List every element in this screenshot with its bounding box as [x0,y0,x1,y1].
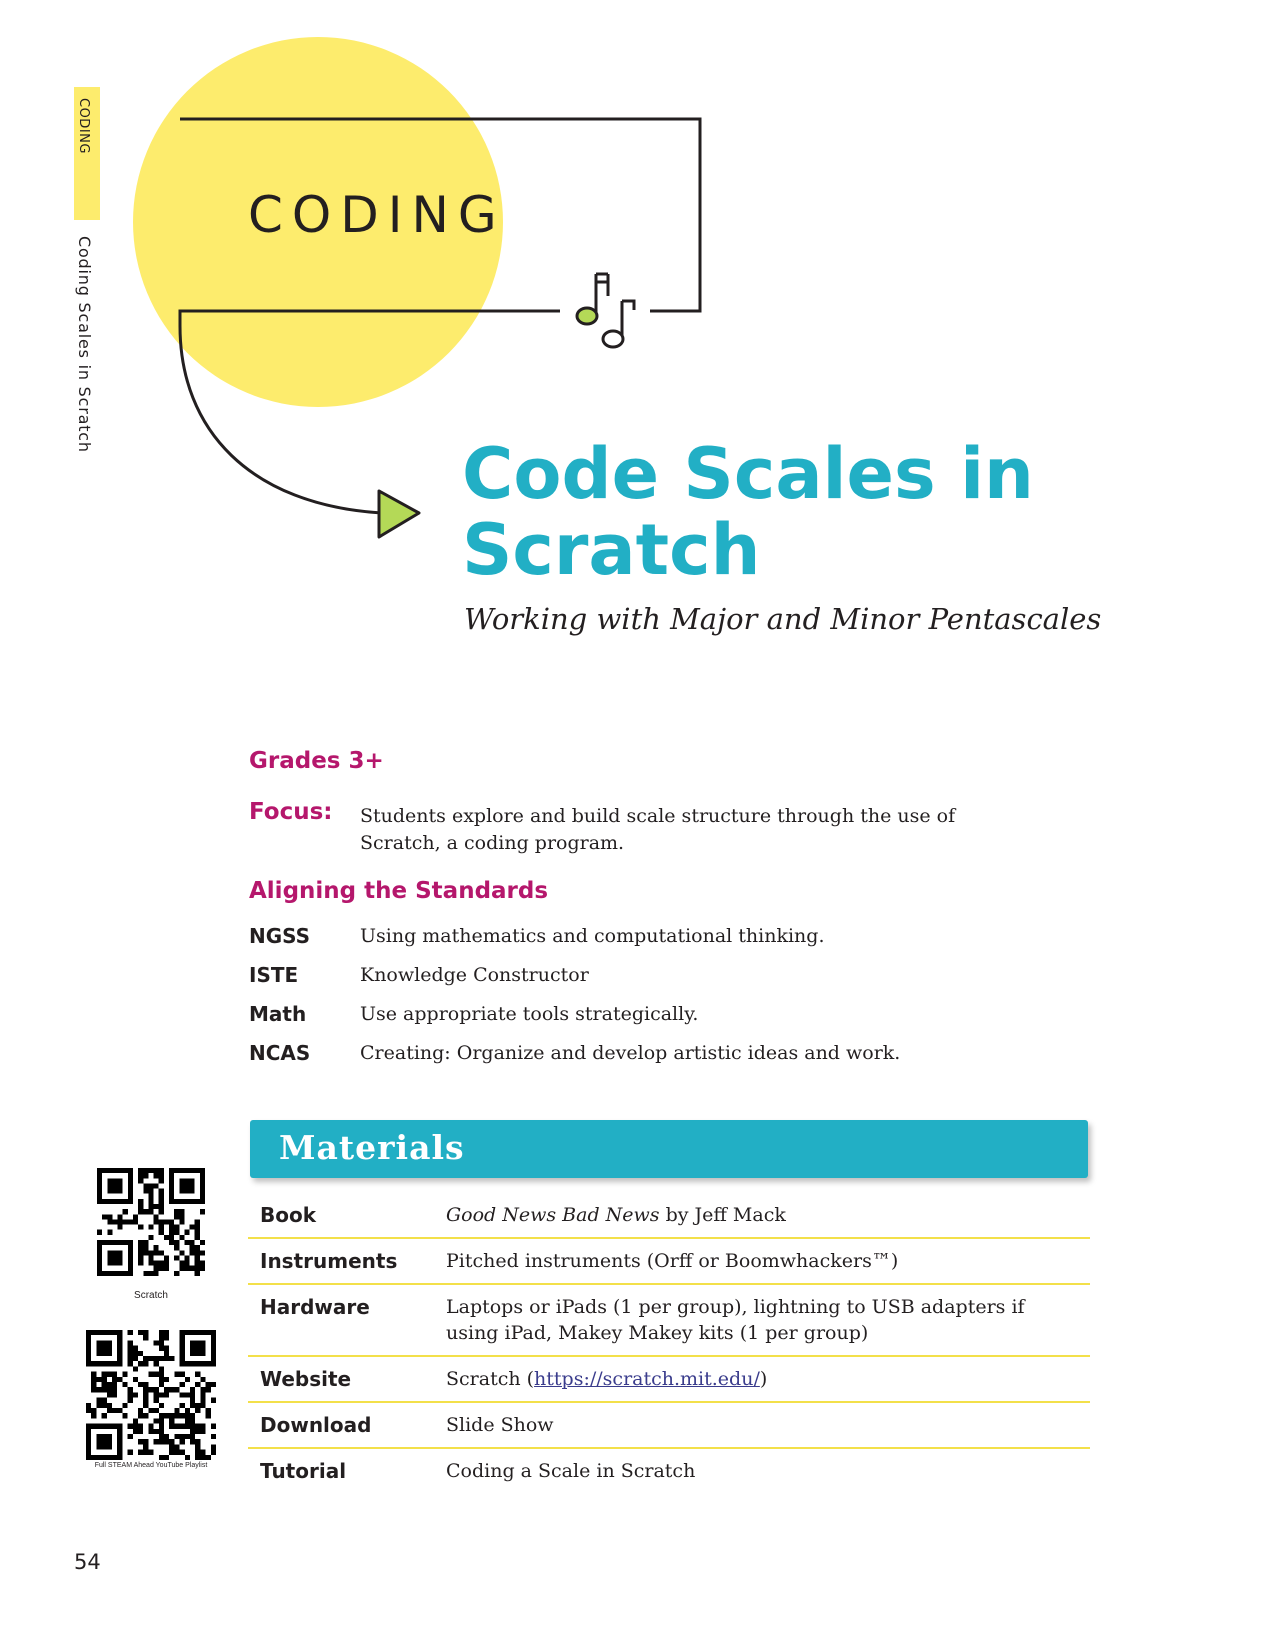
materials-row-download [248,1403,1090,1449]
book-author: by Jeff Mack [659,1204,786,1226]
materials-value: Laptops or iPads (1 per group), lightning to USB adapters if using iPad, Makey Makey kits (1 per group) [446,1296,1025,1344]
materials-key: Instruments [260,1249,398,1273]
play-arrow-icon [379,491,419,537]
standard-value: Knowledge Constructor [360,963,589,986]
qr-code-scratch[interactable] [97,1168,205,1276]
materials-key: Website [260,1367,352,1391]
book-title: Good News Bad News [446,1204,660,1226]
focus-label: Focus: [249,799,333,825]
materials-value [446,1202,1066,1228]
materials-table [248,1193,1090,1493]
page-title: Code Scales in Scratch [462,433,1034,591]
materials-row-website [248,1357,1090,1403]
materials-heading: Materials [279,1128,465,1167]
materials-value: Coding a Scale in Scratch [446,1460,696,1482]
standard-key: Math [249,1001,307,1026]
running-title: Coding Scales in Scratch [75,236,94,453]
standard-row-iste [249,955,1079,994]
materials-value [446,1366,1066,1392]
website-suffix: ) [759,1368,768,1390]
focus-text: Students explore and build scale structure through the use of Scratch, a coding program. [360,805,956,854]
materials-key: Tutorial [260,1459,347,1483]
standard-row-math [249,994,1079,1033]
music-notes-icon [577,274,634,347]
standard-row-ngss [249,916,1079,955]
materials-row-tutorial [248,1449,1090,1493]
grades-heading: Grades 3+ [249,748,384,774]
qr-caption-scratch: Scratch [134,1290,168,1301]
materials-row-book [248,1193,1090,1239]
scratch-link[interactable]: https://scratch.mit.edu/ [534,1368,760,1390]
page-subtitle: Working with Major and Minor Pentascales [464,602,1102,636]
website-prefix: Scratch ( [446,1368,535,1390]
materials-key: Book [260,1203,317,1227]
materials-key: Download [260,1413,372,1437]
qr-caption-playlist: Full STEAM Ahead YouTube Playlist [94,1462,208,1469]
materials-row-hardware [248,1285,1090,1357]
standards-list [249,916,1079,1072]
standard-value: Using mathematics and computational thinking. [360,924,825,947]
sidebar-tab-label: CODING [76,98,91,154]
standard-key: NGSS [249,923,311,948]
page-number: 54 [74,1550,101,1574]
hero-word: CODING [248,186,506,244]
materials-value: Pitched instruments (Orff or Boomwhackers™) [446,1250,899,1272]
standard-value: Use appropriate tools strategically. [360,1002,699,1025]
materials-row-instruments [248,1239,1090,1285]
standard-value: Creating: Organize and develop artistic ideas and work. [360,1041,901,1064]
standard-key: ISTE [249,962,299,987]
qr-code-playlist[interactable] [86,1330,216,1460]
materials-key: Hardware [260,1295,370,1319]
standard-row-ncas [249,1033,1079,1072]
standards-heading: Aligning the Standards [249,878,549,904]
standard-key: NCAS [249,1040,311,1065]
materials-value: Slide Show [446,1414,554,1436]
materials-header [250,1120,1088,1178]
